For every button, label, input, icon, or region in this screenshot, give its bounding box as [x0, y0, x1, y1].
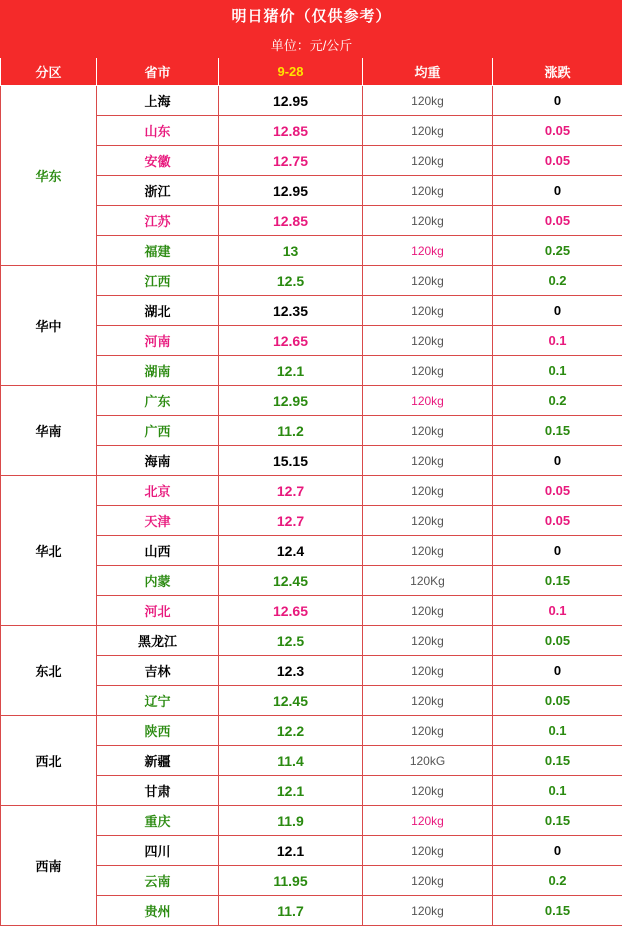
- table-row: [1, 476, 622, 506]
- weight-cell: 120kg: [363, 116, 493, 146]
- change-cell: 0.1: [493, 356, 622, 386]
- price-cell: 11.7: [219, 896, 363, 926]
- change-cell: 0: [493, 536, 622, 566]
- province-cell: 贵州: [97, 896, 219, 926]
- change-cell: 0: [493, 446, 622, 476]
- region-cell: 华南: [1, 386, 97, 476]
- weight-cell: 120kg: [363, 896, 493, 926]
- province-cell: 辽宁: [97, 686, 219, 716]
- province-cell: 福建: [97, 236, 219, 266]
- change-cell: 0.05: [493, 686, 622, 716]
- weight-cell: 120kg: [363, 266, 493, 296]
- price-cell: 12.65: [219, 596, 363, 626]
- region-cell: 东北: [1, 626, 97, 716]
- price-cell: 12.45: [219, 566, 363, 596]
- province-cell: 内蒙: [97, 566, 219, 596]
- weight-cell: 120kg: [363, 626, 493, 656]
- change-cell: 0.15: [493, 566, 622, 596]
- table-header-row: [1, 58, 622, 86]
- column-header-province: 省市: [97, 58, 219, 86]
- price-cell: 12.7: [219, 476, 363, 506]
- price-cell: 12.95: [219, 386, 363, 416]
- price-cell: 11.2: [219, 416, 363, 446]
- change-cell: 0: [493, 86, 622, 116]
- region-cell: 西南: [1, 806, 97, 926]
- price-cell: 12.85: [219, 116, 363, 146]
- change-cell: 0.15: [493, 746, 622, 776]
- price-cell: 12.85: [219, 206, 363, 236]
- change-cell: 0.1: [493, 776, 622, 806]
- weight-cell: 120kg: [363, 686, 493, 716]
- province-cell: 江苏: [97, 206, 219, 236]
- province-cell: 湖南: [97, 356, 219, 386]
- table-row: [1, 86, 622, 116]
- change-cell: 0: [493, 176, 622, 206]
- province-cell: 上海: [97, 86, 219, 116]
- table-row: [1, 386, 622, 416]
- province-cell: 新疆: [97, 746, 219, 776]
- price-cell: 12.1: [219, 836, 363, 866]
- price-cell: 12.5: [219, 626, 363, 656]
- weight-cell: 120kg: [363, 596, 493, 626]
- column-header-region: 分区: [1, 58, 97, 86]
- table-row: [1, 266, 622, 296]
- price-cell: 12.2: [219, 716, 363, 746]
- price-cell: 11.9: [219, 806, 363, 836]
- province-cell: 四川: [97, 836, 219, 866]
- weight-cell: 120kg: [363, 206, 493, 236]
- change-cell: 0.05: [493, 476, 622, 506]
- province-cell: 北京: [97, 476, 219, 506]
- column-header-change: 涨跌: [493, 58, 622, 86]
- weight-cell: 120kg: [363, 776, 493, 806]
- change-cell: 0.1: [493, 716, 622, 746]
- weight-cell: 120kg: [363, 326, 493, 356]
- price-cell: 13: [219, 236, 363, 266]
- change-cell: 0.05: [493, 116, 622, 146]
- change-cell: 0: [493, 296, 622, 326]
- region-cell: 华东: [1, 86, 97, 266]
- weight-cell: 120kg: [363, 656, 493, 686]
- change-cell: 0.25: [493, 236, 622, 266]
- province-cell: 安徽: [97, 146, 219, 176]
- change-cell: 0: [493, 656, 622, 686]
- weight-cell: 120kg: [363, 476, 493, 506]
- weight-cell: 120kg: [363, 536, 493, 566]
- change-cell: 0.15: [493, 896, 622, 926]
- price-cell: 12.35: [219, 296, 363, 326]
- weight-cell: 120kg: [363, 356, 493, 386]
- region-cell: 华中: [1, 266, 97, 386]
- province-cell: 浙江: [97, 176, 219, 206]
- price-cell: 12.7: [219, 506, 363, 536]
- table-row: [1, 806, 622, 836]
- weight-cell: 120kg: [363, 866, 493, 896]
- change-cell: 0.15: [493, 806, 622, 836]
- table-unit-row: [1, 31, 622, 58]
- price-cell: 11.4: [219, 746, 363, 776]
- province-cell: 重庆: [97, 806, 219, 836]
- price-cell: 12.45: [219, 686, 363, 716]
- change-cell: 0.05: [493, 506, 622, 536]
- weight-cell: 120kg: [363, 236, 493, 266]
- weight-cell: 120kG: [363, 746, 493, 776]
- weight-cell: 120kg: [363, 506, 493, 536]
- change-cell: 0.1: [493, 596, 622, 626]
- column-header-weight: 均重: [363, 58, 493, 86]
- change-cell: 0: [493, 836, 622, 866]
- province-cell: 广东: [97, 386, 219, 416]
- change-cell: 0.15: [493, 416, 622, 446]
- province-cell: 广西: [97, 416, 219, 446]
- change-cell: 0.2: [493, 866, 622, 896]
- province-cell: 湖北: [97, 296, 219, 326]
- column-header-date: 9-28: [219, 58, 363, 86]
- change-cell: 0.05: [493, 626, 622, 656]
- unit-label: 单位：元/公斤: [1, 31, 622, 58]
- table-title-row: [1, 1, 622, 31]
- price-cell: 12.95: [219, 176, 363, 206]
- province-cell: 天津: [97, 506, 219, 536]
- region-cell: 华北: [1, 476, 97, 626]
- province-cell: 海南: [97, 446, 219, 476]
- weight-cell: 120kg: [363, 836, 493, 866]
- price-cell: 11.95: [219, 866, 363, 896]
- province-cell: 黑龙江: [97, 626, 219, 656]
- province-cell: 河北: [97, 596, 219, 626]
- price-cell: 12.75: [219, 146, 363, 176]
- weight-cell: 120kg: [363, 806, 493, 836]
- province-cell: 河南: [97, 326, 219, 356]
- change-cell: 0.05: [493, 146, 622, 176]
- region-cell: 西北: [1, 716, 97, 806]
- price-cell: 12.5: [219, 266, 363, 296]
- province-cell: 江西: [97, 266, 219, 296]
- price-cell: 12.1: [219, 776, 363, 806]
- change-cell: 0.2: [493, 386, 622, 416]
- weight-cell: 120kg: [363, 716, 493, 746]
- weight-cell: 120kg: [363, 296, 493, 326]
- weight-cell: 120kg: [363, 146, 493, 176]
- price-cell: 15.15: [219, 446, 363, 476]
- price-cell: 12.95: [219, 86, 363, 116]
- table-row: [1, 626, 622, 656]
- province-cell: 甘肃: [97, 776, 219, 806]
- price-cell: 12.4: [219, 536, 363, 566]
- page-title: 明日猪价（仅供参考）: [1, 1, 622, 31]
- province-cell: 陕西: [97, 716, 219, 746]
- price-cell: 12.3: [219, 656, 363, 686]
- weight-cell: 120Kg: [363, 566, 493, 596]
- price-cell: 12.1: [219, 356, 363, 386]
- weight-cell: 120kg: [363, 86, 493, 116]
- change-cell: 0.2: [493, 266, 622, 296]
- province-cell: 山东: [97, 116, 219, 146]
- price-cell: 12.65: [219, 326, 363, 356]
- change-cell: 0.1: [493, 326, 622, 356]
- province-cell: 云南: [97, 866, 219, 896]
- province-cell: 山西: [97, 536, 219, 566]
- weight-cell: 120kg: [363, 446, 493, 476]
- change-cell: 0.05: [493, 206, 622, 236]
- weight-cell: 120kg: [363, 416, 493, 446]
- weight-cell: 120kg: [363, 386, 493, 416]
- province-cell: 吉林: [97, 656, 219, 686]
- weight-cell: 120kg: [363, 176, 493, 206]
- table-row: [1, 716, 622, 746]
